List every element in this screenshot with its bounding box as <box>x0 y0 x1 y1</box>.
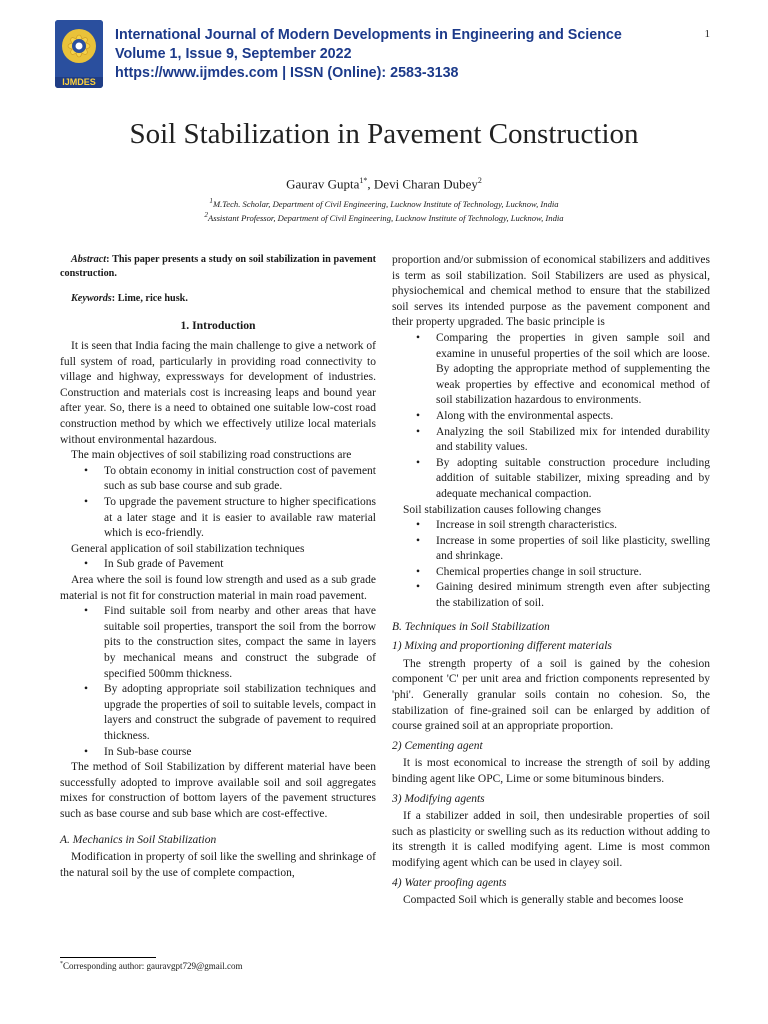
area-list <box>60 604 376 760</box>
subsection-1-paragraph: The strength property of a soil is gained by the cohesion component 'C' per unit area and friction components represented by 'phi'. Generally granular soils contain no cohesion. So, the stabilization of fine-grained soil can be enlarged by addition of course grained soil at an appropriate proportion. <box>392 657 710 733</box>
mechanics-paragraph: Modification in property of soil like the swelling and shrinkage of the natural soil by the use of complete compaction, <box>60 851 376 879</box>
changes-intro: Soil stabilization causes following changes <box>403 503 602 516</box>
principle-list <box>392 331 710 503</box>
method-paragraph: The method of Soil Stabilization by different material have been successfully adopted to improve available soil and soil aggregates mixes for construction of bottom layers of the pavement structures such as base course and sub base which are cost-effective. <box>60 761 376 820</box>
subsection-3-paragraph: If a stabilizer added in soil, then undesirable properties of soil such as plasticity or swelling such as its reduction without adding to its strength it is called modifying agent. Lime is most common modifying agent which can be used in clayey soil. <box>392 810 710 869</box>
list-item: • In Sub-base course <box>60 745 376 761</box>
author-1-sup: 1* <box>359 176 368 185</box>
list-item: • In Sub grade of Pavement <box>60 557 376 573</box>
footnote: *Corresponding author: gauravgpt729@gmail.com <box>60 961 243 971</box>
area-paragraph: Area where the soil is found low strength and used as a sub grade material is not fit for construction material in main road pavement. <box>60 574 376 602</box>
left-column <box>60 253 376 881</box>
subsection-3-title: 3) Modifying agents <box>392 792 485 805</box>
list-item: • By adopting suitable construction procedure including addition of suitable stabilizer, mixing spreading and by adequate mechanical compaction. <box>392 456 710 503</box>
affiliation-2: $^2$Assistant Professor, Department of Civil Engineering, Lucknow Institute of Technology, Lucknow, India <box>204 211 564 223</box>
list-item: • Increase in soil strength characteristics. <box>392 518 710 534</box>
list-item: • By adopting appropriate soil stabilization techniques and upgrade the properties of soil to suitable levels, compact in layers and construct the subgrade of pavement to required thickness. <box>60 682 376 744</box>
right-column <box>392 253 710 909</box>
page-number: 1 <box>704 28 710 40</box>
list-item: • Increase in some properties of soil like plasticity, swelling and shrinkage. <box>392 534 710 565</box>
objectives-intro: The main objectives of soil stabilizing road constructions are <box>71 449 352 462</box>
section-heading-introduction: 1. Introduction <box>180 318 256 332</box>
section-heading-b: B. Techniques in Soil Stabilization <box>392 620 550 633</box>
author-line <box>0 176 768 192</box>
subsection-1-title: 1) Mixing and proportioning different materials <box>392 640 612 653</box>
list-item: • Analyzing the soil Stabilized mix for intended durability and stability values. <box>392 425 710 456</box>
general-application: General application of soil stabilization techniques <box>71 542 305 555</box>
logo-text: IJMDES <box>55 77 103 88</box>
subsection-4-title: 4) Water proofing agents <box>392 876 507 889</box>
journal-header <box>55 20 715 90</box>
list-item: • To upgrade the pavement structure to higher specifications at a later stage and it is easier to available raw material which is eco-friendly. <box>60 495 376 542</box>
list-item: • Gaining desired minimum strength even after subjecting the stabilization of soil. <box>392 580 710 611</box>
author-separator: , <box>367 176 374 192</box>
subsection-4-paragraph: Compacted Soil which is generally stable and becomes loose <box>403 894 684 907</box>
list-item: • To obtain economy in initial construction cost of pavement such as sub base course and sub grade. <box>60 464 376 495</box>
section-heading-a: A. Mechanics in Soil Stabilization <box>60 833 217 846</box>
intro-paragraph: It is seen that India facing the main challenge to give a network of full system of road, particularly in providing road connectivity to village and highway, expressways for development of industries. Construction and materials cost is increasing leaps and bound year after year. So, there is a need to obtained one suitable low-cost road construction method by which we effectively utilize local materials without environmental hazardous. <box>60 340 376 446</box>
subsection-2-paragraph: It is most economical to increase the strength of soil by adding binding agent like OPC, Lime or some bituminous binders. <box>392 757 710 785</box>
list-item: • Comparing the properties in given sample soil and examine in unuseful properties of the soil which are loose. By adopting the appropriate method of supplementing the weak properties by effective and economical method of soil stabilization hazardous to environments. <box>392 331 710 409</box>
continued-paragraph: proportion and/or submission of economical stabilizers and additives is term as soil stabilization. Soil Stabilizers are used as physical, physiochemical and chemical method to ensure that the stabilized soil serves its intended purpose as the pavement component and their property upgraded. The basic principle is <box>392 254 710 329</box>
list-item: • Along with the environmental aspects. <box>392 409 710 425</box>
author-2-sup: 2 <box>477 176 482 185</box>
author-2: Devi Charan Dubey <box>373 176 478 192</box>
corresponding-author-email[interactable]: Corresponding author: gauravgpt729@gmail.com <box>63 961 243 971</box>
abstract: Abstract: This paper presents a study on soil stabilization in pavement construction. <box>60 254 376 279</box>
list-item: • Find suitable soil from nearby and other areas that have suitable soil properties, transport the soil from the borrow pits to the construction sites, compact the same in layers by mechanical means and construct the subgrade of specified 500mm thickness. <box>60 604 376 682</box>
subgrade-list <box>60 557 376 573</box>
journal-logo <box>55 20 103 88</box>
keywords: Keywords: Lime, rice husk. <box>71 293 188 304</box>
footnote-divider <box>60 957 156 958</box>
flower-logo-icon <box>55 20 103 76</box>
affiliation-1: $^1$M.Tech. Scholar, Department of Civil Engineering, Lucknow Institute of Technology, Lucknow, India <box>209 197 559 209</box>
author-1: Gaurav Gupta <box>286 176 360 192</box>
list-item: • Chemical properties change in soil structure. <box>392 565 710 581</box>
journal-name: International Journal of Modern Developments in Engineering and Science <box>115 27 622 43</box>
subsection-2-title: 2) Cementing agent <box>392 739 483 752</box>
paper-title: Soil Stabilization in Pavement Construction <box>129 118 639 150</box>
changes-list <box>392 518 710 612</box>
journal-issue: Volume 1, Issue 9, September 2022 <box>115 46 352 62</box>
journal-url-issn[interactable]: https://www.ijmdes.com | ISSN (Online): 2583-3138 <box>115 65 459 81</box>
objectives-list <box>60 464 376 542</box>
